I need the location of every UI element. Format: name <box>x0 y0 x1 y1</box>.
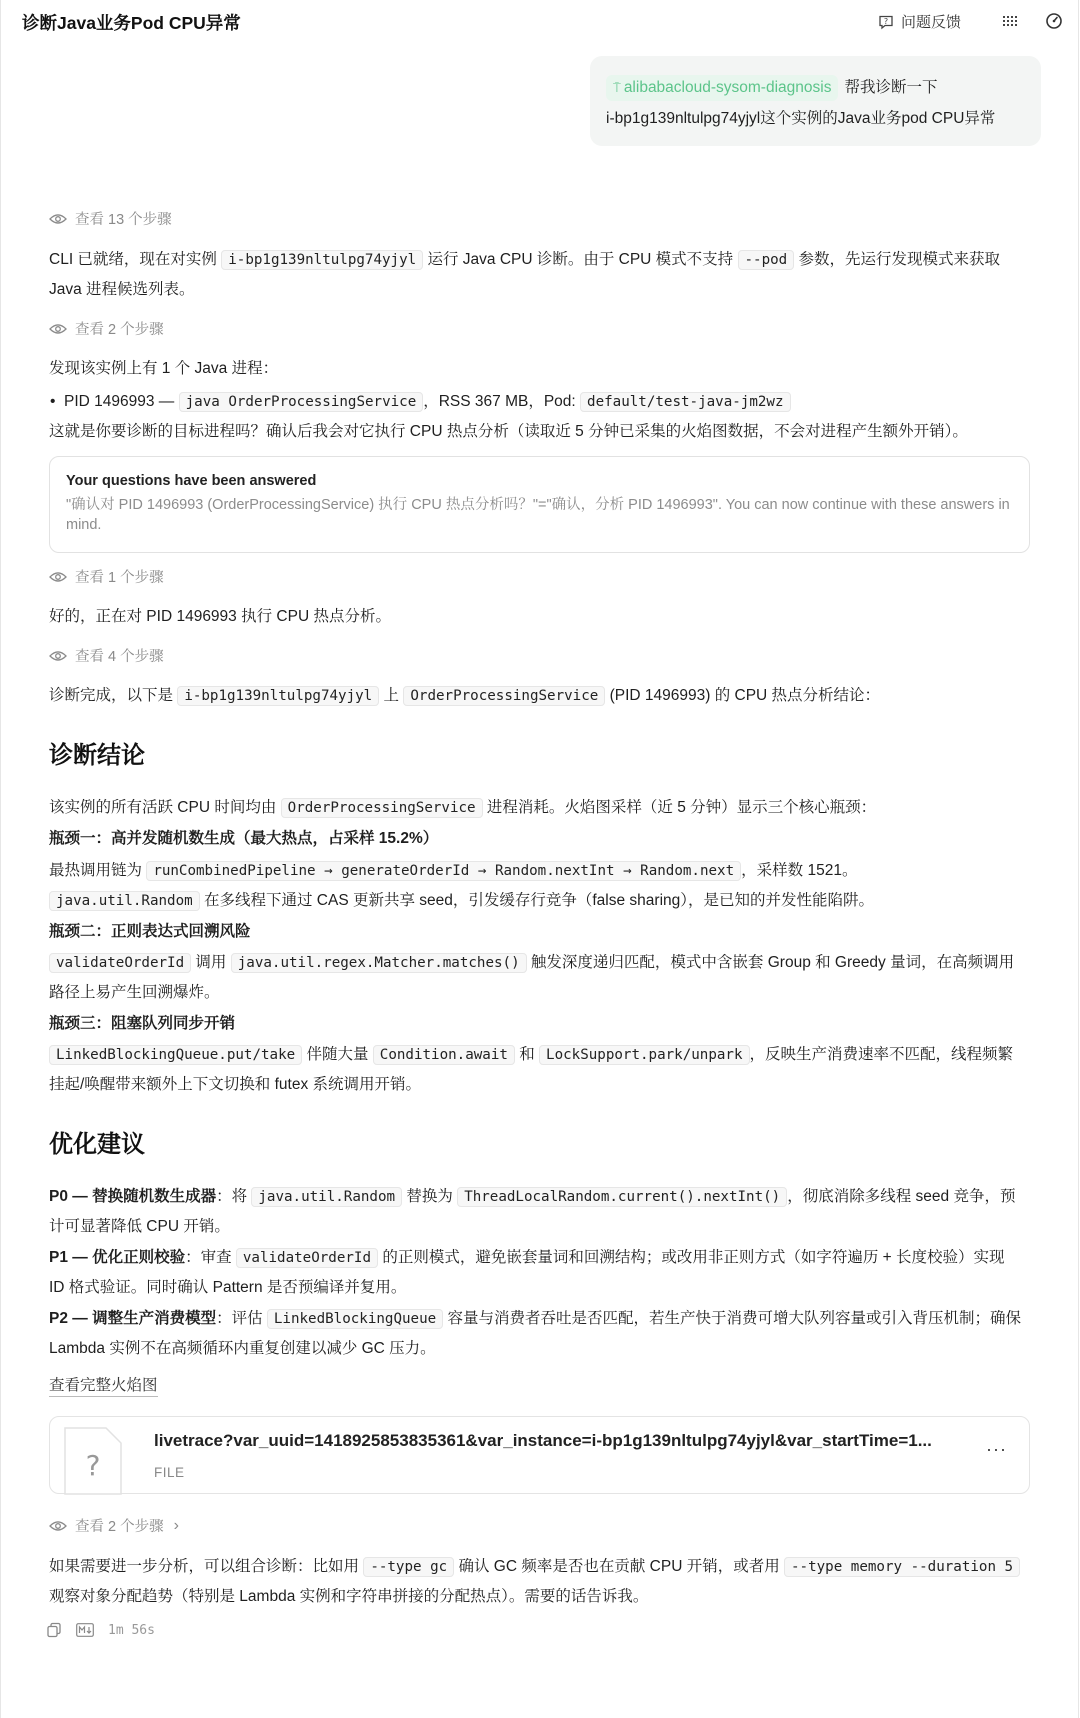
file-attachment-card[interactable] <box>49 1416 1030 1494</box>
advice-p1 <box>49 1243 1024 1303</box>
text: 瓶颈三：阻塞队列同步开销 <box>49 1015 236 1032</box>
eye-icon <box>49 571 67 583</box>
pin-icon: ⍑ <box>613 80 621 95</box>
header <box>0 0 1080 42</box>
copy-icon[interactable] <box>46 1622 62 1638</box>
text: CLI 已就绪，现在对实例 <box>49 251 222 268</box>
skill-chip-label: alibabacloud-sysom-diagnosis <box>623 79 832 96</box>
text: 瓶颈一：高并发随机数生成（最大热点，占采样 15.2%） <box>49 830 439 847</box>
bottleneck-1-text <box>49 856 1024 916</box>
instance-code: i-bp1g139nltulpg74yjyl <box>177 686 379 706</box>
queue-code: LinkedBlockingQueue <box>267 1309 443 1329</box>
text: 在多线程下通过 CAS 更新共享 seed，引发缓存行竞争（false sharing），是已知的并发性能陷阱。 <box>199 892 875 909</box>
text: (PID 1496993) 的 CPU 热点分析结论： <box>605 687 881 704</box>
view-steps-label: 查看 2 个步骤 <box>75 322 164 338</box>
feedback-icon <box>878 14 894 30</box>
service-code: OrderProcessingService <box>281 798 483 818</box>
text: 伴随大量 <box>302 1046 373 1063</box>
file-type: FILE <box>154 1465 185 1480</box>
chevron-right-icon: › <box>173 1516 179 1534</box>
pod-code: default/test-java-jm2wz <box>580 392 790 412</box>
view-steps-label: 查看 4 个步骤 <box>75 649 164 665</box>
heading-advice: 优化建议 <box>49 1131 145 1158</box>
assistant-paragraph-2 <box>49 354 1024 384</box>
feedback-label: 问题反馈 <box>901 14 962 31</box>
heading-conclusion: 诊断结论 <box>49 742 145 769</box>
view-steps-3[interactable] <box>49 566 164 587</box>
pod-flag-code: --pod <box>738 250 795 270</box>
text: 如果需要进一步分析，可以组合诊断：比如用 <box>49 1558 364 1575</box>
file-name: livetrace?var_uuid=1418925853835361&var_instance=i-bp1g139nltulpg74yjyl&var_startTime=1... <box>154 1431 932 1450</box>
eye-icon <box>49 1520 67 1532</box>
file-icon-glyph: ? <box>85 1449 101 1482</box>
conclusion-intro <box>49 793 1024 823</box>
bottleneck-3-title <box>49 1009 1024 1039</box>
advice-p0 <box>49 1182 1024 1242</box>
text: ，彻底消除多线程 seed 竞争，预计可显著降低 CPU 开销。 <box>49 1188 1016 1235</box>
instance-code: i-bp1g139nltulpg74yjyl <box>221 250 423 270</box>
bottleneck-3-text <box>49 1040 1024 1100</box>
text: ：将 <box>216 1188 252 1205</box>
eye-icon <box>49 213 67 225</box>
view-flame-graph-link[interactable]: 查看完整火焰图 <box>49 1376 158 1397</box>
markdown-icon[interactable] <box>76 1623 94 1637</box>
more-options-icon[interactable]: ··· <box>986 1439 1007 1459</box>
text: 调用 <box>191 954 231 971</box>
text: 的正则模式，避免嵌套量词和回溯结构；或改用非正则方式（如字符遍历 + 长度校验）实现 ID 格式验证。同时确认 Pattern 是否预编译并复用。 <box>49 1249 1005 1296</box>
response-duration: 1m 56s <box>108 1622 155 1638</box>
view-steps-5[interactable] <box>49 1515 179 1536</box>
advice-p2 <box>49 1304 1024 1364</box>
assistant-paragraph-3: 好的，正在对 PID 1496993 执行 CPU 热点分析。 <box>49 608 391 625</box>
service-code: OrderProcessingService <box>403 686 605 706</box>
text: ，采样数 1521。 <box>741 862 858 879</box>
text: 容量与消费者吞吐是否匹配，若生产快于消费可增大队列容量或引入背压机制；确保 Lambda 实例不在高频循环内重复创建以减少 GC 压力。 <box>49 1310 1021 1357</box>
text: 运行 Java CPU 诊断。由于 CPU 模式不支持 <box>423 251 738 268</box>
questions-answered-box <box>49 456 1030 553</box>
text: P2 — 调整生产消费模型 <box>49 1310 217 1327</box>
threadlocalrandom-code: ThreadLocalRandom.current().nextInt() <box>457 1187 787 1207</box>
text: 确认 GC 频率是否也在贡献 CPU 开销，或者用 <box>454 1558 785 1575</box>
bottleneck-2-text <box>49 948 1024 1008</box>
grid-icon[interactable] <box>1001 12 1019 30</box>
assistant-paragraph-2b <box>49 417 1024 447</box>
text: 和 <box>514 1046 540 1063</box>
questions-answered-text: "确认对 PID 1496993 (OrderProcessingService) 执行 CPU 热点分析吗？"="确认，分析 PID 1496993". You can now continue with these answers in mind. <box>66 497 1010 533</box>
text: 观察对象分配趋势（特别是 Lambda 实例和字符串拼接的分配热点）。需要的话告诉我。 <box>49 1588 649 1605</box>
text: 上 <box>379 687 404 704</box>
type-memory-code: --type memory --duration 5 <box>784 1557 1020 1577</box>
text: 发现该实例上有 1 个 Java 进程： <box>49 360 279 377</box>
text: ，RSS 367 MB，Pod: <box>423 393 581 410</box>
user-message-bubble <box>590 56 1041 146</box>
user-message-text-1: 帮我诊断一下 <box>844 79 938 96</box>
text: 最热调用链为 <box>49 862 147 879</box>
validate-code: validateOrderId <box>49 953 191 973</box>
view-steps-1[interactable] <box>49 208 172 229</box>
type-gc-code: --type gc <box>363 1557 454 1577</box>
process-code: java OrderProcessingService <box>179 392 424 412</box>
text: PID 1496993 — <box>64 393 179 410</box>
view-steps-label: 查看 2 个步骤 <box>75 1519 164 1535</box>
page-title: 诊断Java业务Pod CPU异常 <box>22 13 241 33</box>
view-steps-label: 查看 1 个步骤 <box>75 570 164 586</box>
text: 该实例的所有活跃 CPU 时间均由 <box>49 799 281 816</box>
call-chain-code: runCombinedPipeline → generateOrderId → Random.nextInt → Random.next <box>146 861 741 881</box>
bottleneck-1-title <box>49 824 1024 854</box>
random-class-code: java.util.Random <box>49 891 200 911</box>
text: 进程消耗。火焰图采样（近 5 分钟）显示三个核心瓶颈： <box>482 799 877 816</box>
text: ：评估 <box>216 1310 267 1327</box>
assistant-paragraph-1 <box>49 245 1024 305</box>
text: 瓶颈二：正则表达式回溯风险 <box>49 923 251 940</box>
svg-text:?: ? <box>883 16 889 26</box>
assistant-paragraph-final <box>49 1552 1024 1612</box>
bottleneck-2-title <box>49 917 1024 947</box>
questions-answered-title: Your questions have been answered <box>66 473 317 489</box>
unknown-file-icon <box>64 1427 122 1495</box>
view-steps-2[interactable] <box>49 318 164 339</box>
eye-icon <box>49 650 67 662</box>
text: P0 — 替换随机数生成器 <box>49 1188 217 1205</box>
text: 诊断完成，以下是 <box>49 687 178 704</box>
skill-chip[interactable] <box>606 75 838 101</box>
random-class-code: java.util.Random <box>251 1187 402 1207</box>
validate-code: validateOrderId <box>236 1248 378 1268</box>
locksupport-code: LockSupport.park/unpark <box>539 1045 749 1065</box>
text: ，反映生产消费速率不匹配，线程频繁挂起/唤醒带来额外上下文切换和 futex 系统调用开销。 <box>49 1046 1014 1093</box>
condition-code: Condition.await <box>373 1045 515 1065</box>
view-steps-label: 查看 13 个步骤 <box>75 212 172 228</box>
gauge-icon[interactable] <box>1045 12 1063 30</box>
feedback-button[interactable] <box>878 11 961 32</box>
text: 这就是你要诊断的目标进程吗？确认后我会对它执行 CPU 热点分析（读取近 5 分钟已采集的火焰图数据，不会对进程产生额外开销）。 <box>49 423 968 440</box>
text: 参数，先运行发现模式来获取 Java 进程候选列表。 <box>49 251 1001 298</box>
assistant-paragraph-4 <box>49 681 1024 711</box>
view-steps-4[interactable] <box>49 645 164 666</box>
queue-code: LinkedBlockingQueue.put/take <box>49 1045 302 1065</box>
message-footer <box>46 1622 155 1638</box>
text: 触发深度递归匹配，模式中含嵌套 Group 和 Greedy 量词，在高频调用路径上易产生回溯爆炸。 <box>49 954 1015 1001</box>
text: P1 — 优化正则校验 <box>49 1249 186 1266</box>
process-list-item <box>64 387 791 417</box>
user-message-text-2: i-bp1g139nltulpg74yjyl这个实例的Java业务pod CPU异常 <box>606 110 996 127</box>
text: ：审查 <box>185 1249 236 1266</box>
matcher-code: java.util.regex.Matcher.matches() <box>231 953 527 973</box>
eye-icon <box>49 323 67 335</box>
text: 替换为 <box>402 1188 458 1205</box>
